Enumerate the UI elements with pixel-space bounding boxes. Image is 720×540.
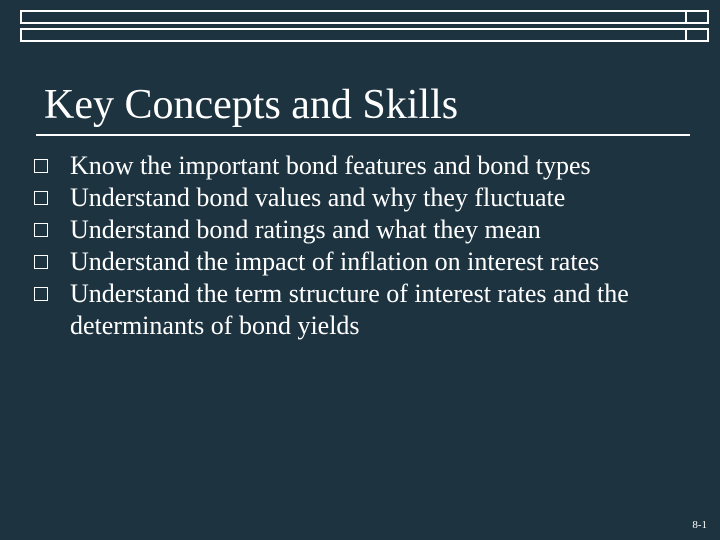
bullet-item [34, 214, 694, 246]
hollow-square-icon [34, 287, 48, 301]
title-divider [36, 134, 690, 136]
bullet-item [34, 246, 694, 278]
slide-title: Key Concepts and Skills [44, 82, 459, 128]
bullet-item [34, 150, 694, 182]
bullet-list [34, 150, 694, 342]
bullet-item [34, 278, 694, 342]
bullet-text: Understand the impact of inflation on interest rates [70, 247, 600, 276]
hollow-square-icon [34, 159, 48, 173]
decorative-top-bar-lower [20, 28, 709, 42]
hollow-square-icon [34, 223, 48, 237]
decorative-square-icon [685, 12, 701, 22]
bullet-text: Know the important bond features and bond types [70, 151, 591, 180]
hollow-square-icon [34, 191, 48, 205]
bullet-text: Understand bond ratings and what they mean [70, 215, 541, 244]
decorative-top-bar-upper [20, 10, 709, 24]
bullet-text: Understand the term structure of interest rates and the determinants of bond yields [70, 279, 629, 340]
page-number: 8-1 [692, 519, 707, 531]
bullet-text: Understand bond values and why they fluctuate [70, 183, 566, 212]
bullet-item [34, 182, 694, 214]
hollow-square-icon [34, 255, 48, 269]
decorative-square-icon [685, 30, 701, 40]
